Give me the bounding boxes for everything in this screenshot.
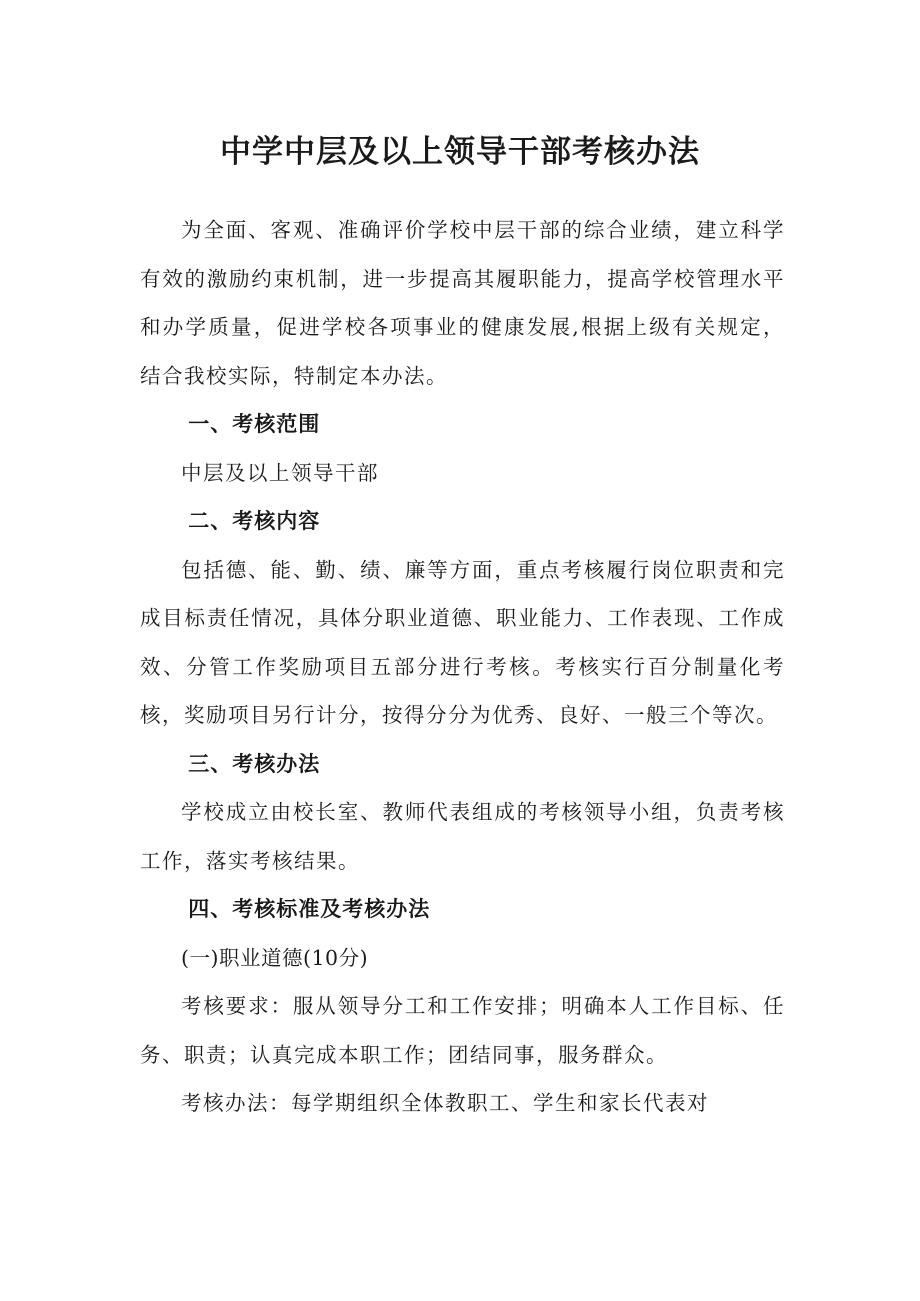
intro-paragraph: 为全面、客观、准确评价学校中层干部的综合业绩，建立科学有效的激励约束机制，进一步提高其履职能力，提高学校管理水平和办学质量，促进学校各项事业的健康发展,根据上级有关规定，结合我校实际，特制定本办法。 <box>140 218 785 388</box>
section-heading-content: 二、考核内容 <box>188 509 321 533</box>
document-title: 中学中层及以上领导干部考核办法 <box>220 134 700 170</box>
ethics-requirement-paragraph: 考核要求：服从领导分工和工作安排；明确本人工作目标、任务、职责；认真完成本职工作；团结同事，服务群众。 <box>140 994 785 1067</box>
section-text-content: 包括德、能、勤、绩、廉等方面，重点考核履行岗位职责和完成目标责任情况，具体分职业道德、职业能力、工作表现、工作成效、分管工作奖励项目五部分进行考核。考核实行百分制量化考核，奖励项目另行计分，按得分分为优秀、良好、一般三个等次。 <box>140 557 785 727</box>
ethics-method-paragraph: 考核办法：每学期组织全体教职工、学生和家长代表对 <box>181 1091 709 1115</box>
section-text-scope: 中层及以上领导干部 <box>181 460 379 485</box>
section-heading-standards: 四、考核标准及考核办法 <box>188 897 431 921</box>
section-text-method: 学校成立由校长室、教师代表组成的考核领导小组，负责考核工作，落实考核结果。 <box>140 800 785 873</box>
subsection-heading-ethics: (一)职业道德(10分) <box>181 945 369 970</box>
document-body <box>140 206 785 1128</box>
section-heading-scope: 一、考核范围 <box>188 412 321 436</box>
section-heading-method: 三、考核办法 <box>188 751 321 776</box>
